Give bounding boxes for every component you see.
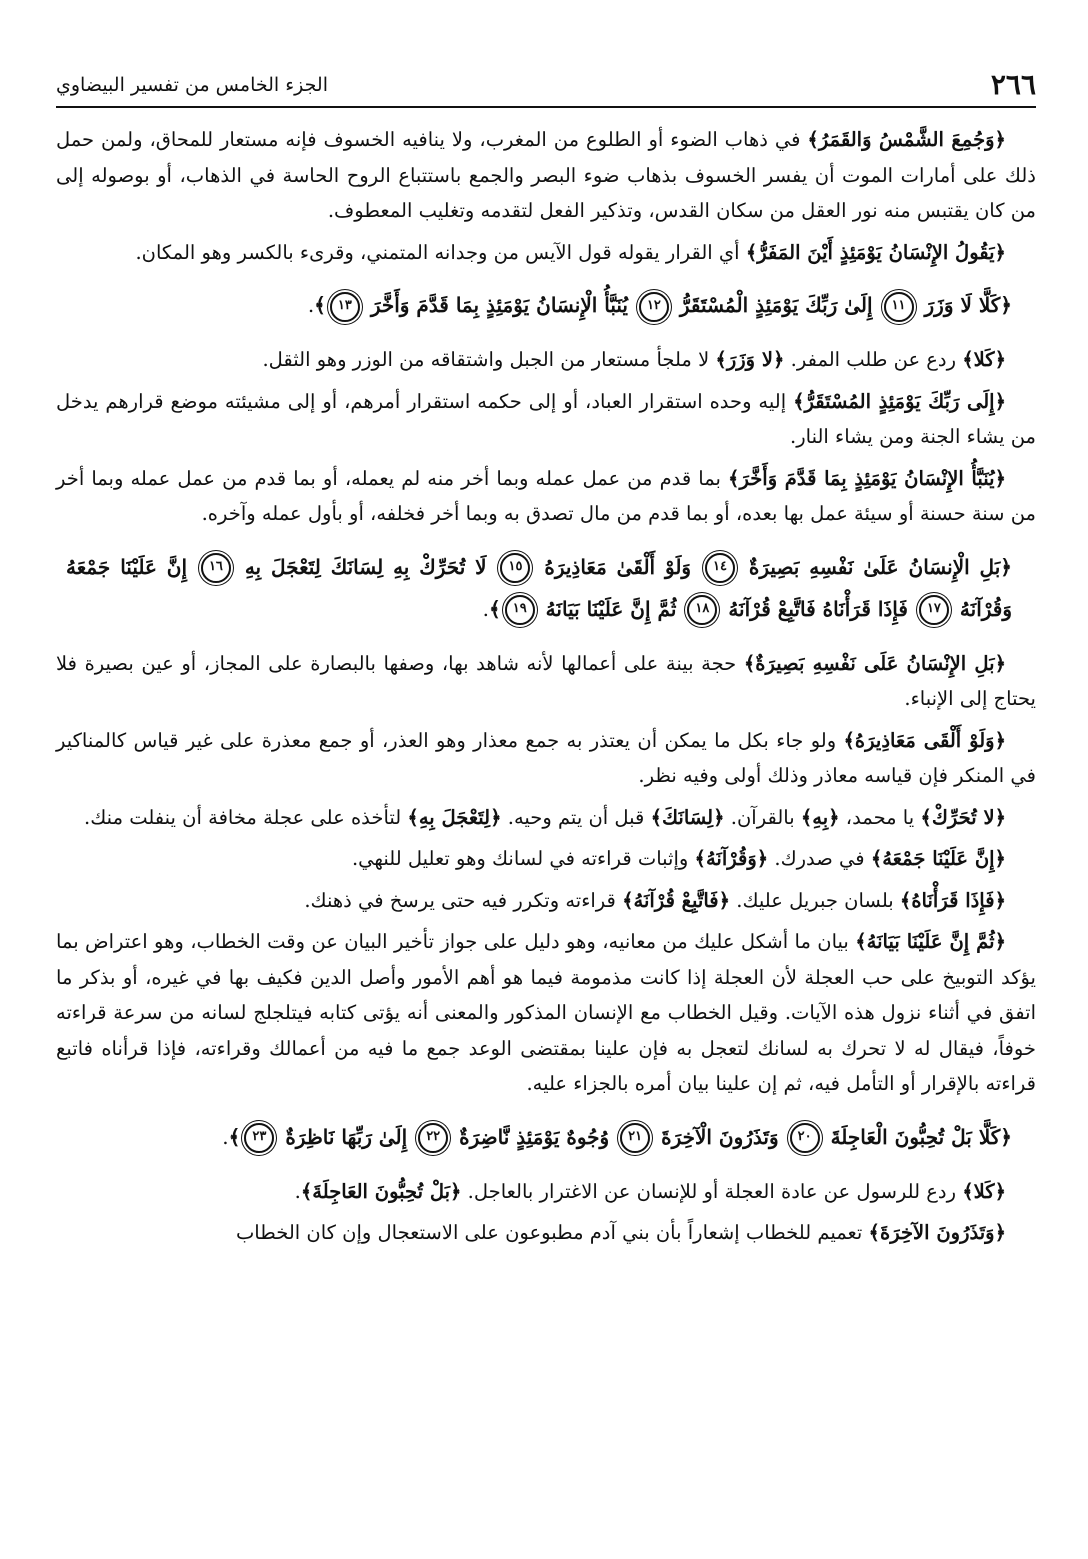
- ayah-number-marker: ١٣: [330, 292, 360, 322]
- ayah-number-marker: ١٧: [919, 595, 949, 625]
- ayah-number-marker: ١٩: [505, 595, 535, 625]
- commentary-text: لا ملجأ مستعار من الجبل واشتقاقه من الوزر وهو الثقل.: [262, 348, 716, 371]
- commentary-text: .: [294, 1179, 301, 1203]
- quran-quote: ﴾: [228, 1124, 241, 1149]
- commentary-text: ردع للرسول عن عادة العجلة أو للإنسان عن الاغترار بالعاجل.: [461, 1179, 963, 1203]
- quran-quote: ﴿وَتَذَرُونَ الآخِرَةَ﴾: [868, 1221, 1006, 1244]
- quran-quote: ﴿كَلا﴾: [962, 1179, 1006, 1203]
- quran-quote: ﴿يُنَبَّأُ الإِنْسَانُ يَوْمَئِذٍ بِمَا قَدَّمَ وَأَخَّرَ﴾: [728, 466, 1006, 490]
- commentary-text: بما قدم من عمل عمله وبما أخر منه لم يعمله، أو بما قدم من عمل عمله وبما أخر من سنة حسنة أو سيئة عمل بها بعده، أو بما قدم من مال تصدق به وبما أخر فخلفه، أو بأول عمله وآخره.: [56, 466, 1036, 525]
- ayah-number-marker: ٢٢: [418, 1123, 448, 1153]
- commentary-paragraph: [56, 342, 1036, 378]
- quran-quote: ﴿بِهِ﴾: [800, 805, 840, 829]
- ayah-number-marker: ١٢: [639, 292, 669, 322]
- quran-verse-block: [56, 1116, 1036, 1158]
- quran-quote: وَلَوْ أَلْقَىٰ مَعَاذِيرَهُ: [534, 554, 701, 579]
- commentary-paragraph: [56, 384, 1036, 455]
- quran-quote: ﴿لا تُحَرِّكْ﴾: [920, 805, 1006, 829]
- commentary-text: حجة بينة على أعمالها لأنه شاهد بها، وصفها بالبصارة على المجاز، أو عين بصيرة فلا يحتاج إلى الإنباء.: [56, 651, 1036, 710]
- quran-quote: ﴿فَإِذَا قَرَأْنَاهُ﴾: [899, 888, 1006, 912]
- commentary-paragraph: [56, 1174, 1036, 1210]
- commentary-text: .: [307, 293, 315, 317]
- ayah-number-marker: ٢٣: [244, 1123, 274, 1153]
- commentary-text: يا محمد،: [839, 805, 921, 829]
- commentary-paragraph: [56, 883, 1036, 919]
- commentary-text: قبل أن يتم وحيه.: [501, 805, 651, 829]
- ayah-number-marker: ١٥: [500, 553, 530, 583]
- commentary-paragraph: [56, 461, 1036, 532]
- quran-quote: إِلَىٰ رَبِّكَ يَوْمَئِذٍ الْمُسْتَقَرُّ: [672, 293, 880, 317]
- quran-quote: إِلَىٰ رَبِّهَا نَاظِرَةٌ: [278, 1124, 415, 1149]
- quran-quote: وَتَذَرُونَ الْآخِرَةَ: [654, 1124, 786, 1149]
- ayah-number-marker: ١٦: [201, 553, 231, 583]
- commentary-paragraph: [56, 235, 1036, 271]
- commentary-text: لتأخذه على عجلة مخافة أن ينفلت منك.: [84, 805, 408, 829]
- quran-quote: ﴿لا وَزَرَ﴾: [715, 348, 785, 371]
- quran-quote: ﴿إِنَّ عَلَيْنَا جَمْعَهُ﴾: [870, 847, 1006, 870]
- commentary-text: تعميم للخطاب إشعاراً بأن بني آدم مطبوعون على الاستعجال وإن كان الخطاب: [235, 1221, 869, 1244]
- quran-quote: لَا تُحَرِّكْ بِهِ لِسَانَكَ لِتَعْجَلَ بِهِ: [234, 554, 497, 579]
- commentary-text: في ذهاب الضوء أو الطلوع من المغرب، ولا ينافيه الخسوف فإنه مستعار للمحاق، ولمن حمل ذلك على أمارات الموت أن يفسر الخسوف بذهاب ضوء البصر والجمع باستتباع الروح الحاسة في الذهاب، أو بوصوله إلى من كان يقتبس منه نور العقل من سكان القدس، وتذكير الفعل لتقدمه وتغليب المعطوف.: [56, 128, 1036, 222]
- quran-quote: ﴿فَاتَّبِعْ قُرْآنَهُ﴾: [622, 888, 731, 912]
- ayah-number-marker: ٢٠: [790, 1123, 820, 1153]
- page-header: [56, 62, 1036, 108]
- quran-quote: يُنَبَّأُ الْإِنسَانُ يَوْمَئِذٍ بِمَا قَدَّمَ وَأَخَّرَ: [363, 293, 635, 317]
- commentary-text: في صدرك.: [768, 847, 871, 870]
- page-number: ٢٦٦: [990, 68, 1036, 101]
- commentary-text: قراءته وتكرر فيه حتى يرسخ في ذهنك.: [304, 888, 623, 912]
- ayah-number-marker: ١٨: [687, 595, 717, 625]
- commentary-text: .: [222, 1124, 229, 1149]
- quran-quote: ﴿لِتَعْجَلَ بِهِ﴾: [407, 805, 502, 829]
- commentary-paragraph: [56, 1215, 1036, 1251]
- quran-quote: ﴿بَلْ تُحِبُّونَ العَاجِلَةَ﴾: [300, 1179, 462, 1203]
- commentary-paragraph: [56, 924, 1036, 1102]
- quran-quote: ﴿يَقُولُ الإِنْسَانُ يَوْمَئِذٍ أَيْنَ المَفَرُّ﴾: [745, 240, 1006, 264]
- commentary-text: .: [482, 596, 489, 621]
- quran-quote: ﴿بَلِ الْإِنسَانُ عَلَىٰ نَفْسِهِ بَصِيرَةٌ: [739, 554, 1012, 579]
- commentary-paragraph: [56, 122, 1036, 229]
- quran-quote: ﴾: [314, 293, 326, 317]
- quran-quote: وُجُوهٌ يَوْمَئِذٍ نَّاضِرَةٌ: [452, 1124, 617, 1149]
- quran-quote: ﴿ثُمَّ إِنَّ عَلَيْنَا بَيَانَهُ﴾: [855, 930, 1006, 953]
- commentary-paragraph: [56, 841, 1036, 877]
- quran-quote: ﴿وَقُرْآنَهُ﴾: [694, 847, 769, 870]
- quran-quote: ﴿وَجُمِعَ الشَّمْسُ وَالقَمَرُ﴾: [807, 128, 1006, 151]
- tafsir-body-text: [56, 122, 1036, 1257]
- quran-quote: ﴾: [489, 596, 501, 621]
- commentary-text: إليه وحده استقرار العباد، أو إلى حكمه استقرار أمرهم، أو إلى مشيئته موضع قرارهم يدخل من يشاء الجنة ومن يشاء النار.: [56, 389, 1036, 448]
- quran-quote: ثُمَّ إِنَّ عَلَيْنَا بَيَانَهُ: [538, 596, 684, 621]
- quran-verse-block: [56, 546, 1036, 630]
- ayah-number-marker: ١١: [884, 292, 914, 322]
- quran-quote: إِنَّ عَلَيْنَا جَمْعَهُ وَقُرْآنَهُ: [66, 554, 1012, 621]
- ayah-number-marker: ٢١: [620, 1123, 650, 1153]
- quran-quote: ﴿كَلَّا بَلْ تُحِبُّونَ الْعَاجِلَةَ: [823, 1124, 1012, 1149]
- commentary-text: بيان ما أشكل عليك من معانيه، وهو دليل على جواز تأخير البيان عن وقت الخطاب، وهو اعتراض بما يؤكد التوبيخ على حب العجلة لأن العجلة إذا كانت مذمومة فيما هو أهم الأمور وأصل الدين فكيف بها في غيره، أو بذكر ما اتفق في أثناء نزول هذه الآيات. وقيل الخطاب مع الإنسان المذكور والمعنى أنه يؤتى كتابه فيتلجلج لسانه من سرعة قراءته خوفاً، فيقال له لا تحرك به لسانك لتعجل به فإن علينا بمقتضى الوعد جمع ما فيه من أعمالك وقراءته، فإذا قرأناه فاتبع قراءته بالإقرار أو التأمل فيه، ثم إن علينا بيان أمره بالجزاء عليه.: [56, 930, 1036, 1095]
- commentary-text: بالقرآن.: [724, 805, 801, 829]
- quran-quote: ﴿كَلَّا لَا وَزَرَ: [917, 293, 1012, 317]
- commentary-paragraph: [56, 646, 1036, 717]
- running-title: الجزء الخامس من تفسير البيضاوي: [56, 74, 328, 96]
- commentary-text: أي القرار يقوله قول الآيس من وجدانه المتمني، وقرىء بالكسر وهو المكان.: [135, 240, 746, 264]
- commentary-text: ردع عن طلب المفر.: [784, 348, 963, 371]
- quran-quote: فَإِذَا قَرَأْنَاهُ فَاتَّبِعْ قُرْآنَهُ: [721, 596, 915, 621]
- quran-quote: ﴿كَلا﴾: [962, 348, 1006, 371]
- commentary-paragraph: [56, 800, 1036, 836]
- commentary-text: ولو جاء بكل ما يمكن أن يعتذر به جمع معذار وهو العذر، أو جمع معذرة على غير قياس كالمناكير في المنكر فإن قياسه معاذر وذلك أولى وفيه نظر.: [56, 728, 1036, 787]
- quran-quote: ﴿بَلِ الإِنْسَانُ عَلَى نَفْسِهِ بَصِيرَةٌ﴾: [743, 651, 1006, 675]
- commentary-text: وإثبات قراءته في لسانك وهو تعليل للنهي.: [351, 847, 695, 870]
- ayah-number-marker: ١٤: [705, 553, 735, 583]
- quran-quote: ﴿وَلَوْ أَلْقَى مَعَاذِيرَهُ﴾: [843, 728, 1006, 752]
- quran-quote: ﴿إِلَى رَبِّكَ يَوْمَئِذٍ المُسْتَقَرُّ﴾: [793, 389, 1006, 413]
- quran-quote: ﴿لِسَانَكَ﴾: [650, 805, 725, 829]
- commentary-paragraph: [56, 723, 1036, 794]
- quran-verse-block: [56, 284, 1036, 326]
- commentary-text: بلسان جبريل عليك.: [730, 888, 900, 912]
